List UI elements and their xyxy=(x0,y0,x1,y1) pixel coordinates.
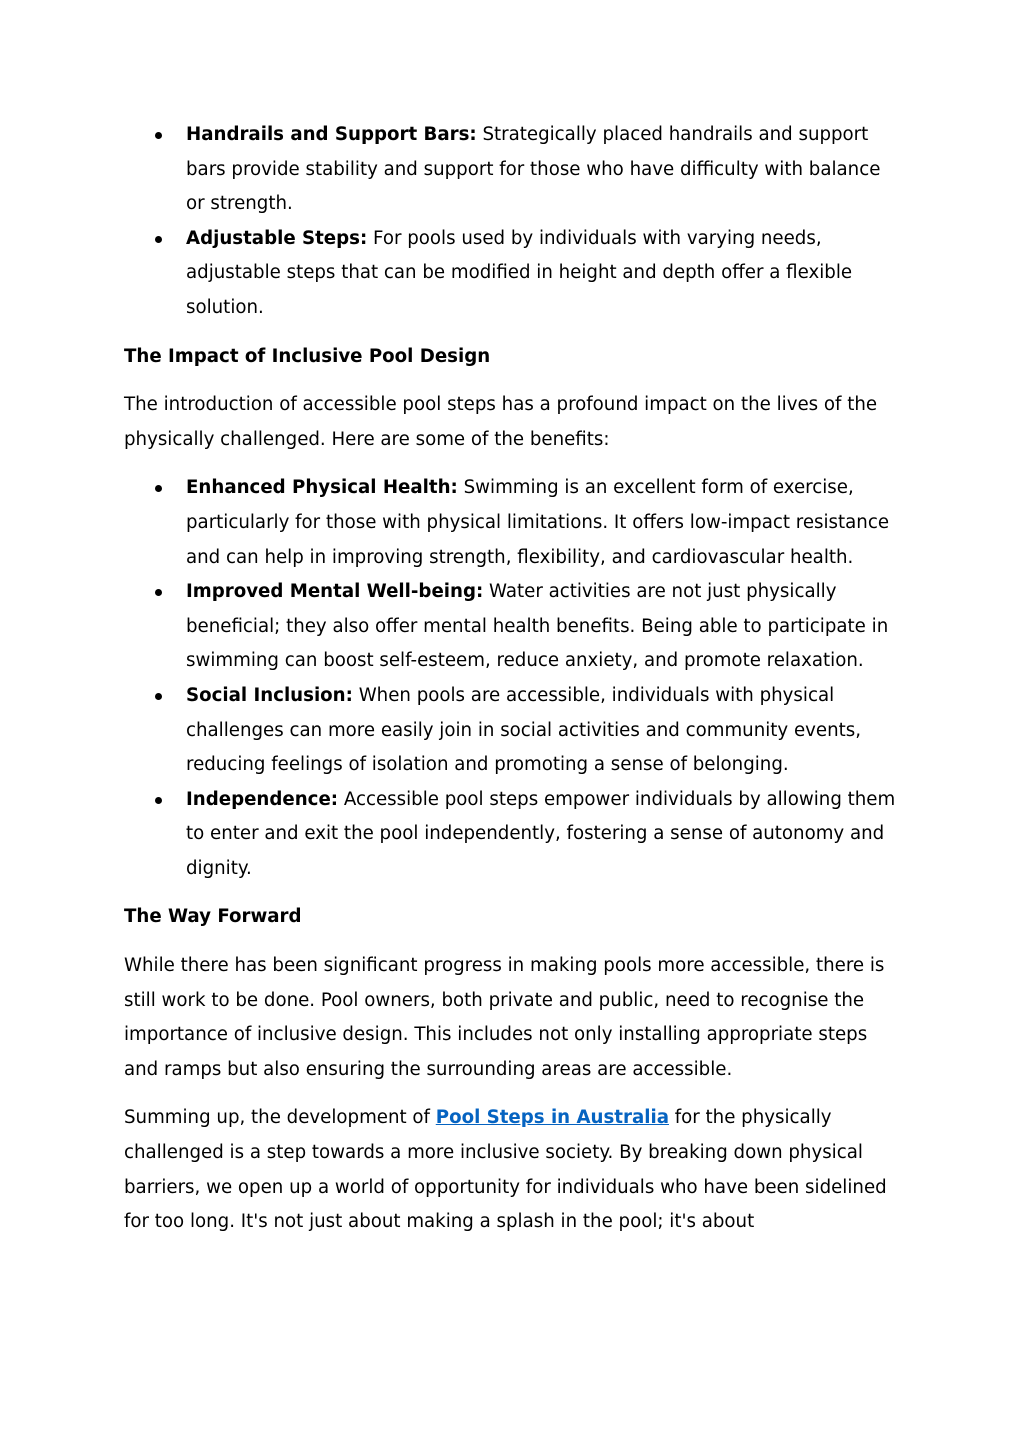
summary-text-before: Summing up, the development of xyxy=(124,1107,436,1129)
bullet-list-benefits xyxy=(124,471,904,886)
list-item-text: Water activities are not just physically beneficial; they also offer mental health benefits. Being able to participate in swimming can boost self-esteem, reduce anxiety, and promote relaxation. xyxy=(186,581,889,672)
list-item xyxy=(124,118,904,222)
bullet-icon xyxy=(155,132,162,139)
list-item-term: Adjustable Steps: xyxy=(186,227,368,249)
list-item-term: Social Inclusion: xyxy=(186,684,353,706)
list-item-text: Strategically placed handrails and support bars provide stability and support for those who have difficulty with balance or strength. xyxy=(186,124,881,215)
list-item-term: Improved Mental Well-being: xyxy=(186,581,484,603)
paragraph-forward: While there has been significant progress in making pools more accessible, there is still work to be done. Pool owners, both private and public, need to recognise the importance of inclusive design. This includes not only installing appropriate steps and ramps but also ensuring the surrounding areas are accessible. xyxy=(124,955,885,1080)
list-item xyxy=(124,222,904,326)
section-heading-impact: The Impact of Inclusive Pool Design xyxy=(124,345,491,367)
list-item-term: Independence: xyxy=(186,788,339,810)
bullet-icon xyxy=(155,589,162,596)
bullet-icon xyxy=(155,236,162,243)
list-item xyxy=(124,575,904,679)
list-item-text: For pools used by individuals with varying needs, adjustable steps that can be modified in height and depth offer a flexible solution. xyxy=(186,227,853,318)
list-item-term: Enhanced Physical Health: xyxy=(186,477,458,499)
list-item-term: Handrails and Support Bars: xyxy=(186,124,477,145)
paragraph-summary xyxy=(124,1101,904,1239)
section-heading-forward: The Way Forward xyxy=(124,906,302,928)
list-item-text: When pools are accessible, individuals with physical challenges can more easily join in social activities and community events, reducing feelings of isolation and promoting a sense of belonging. xyxy=(186,684,862,776)
list-item xyxy=(124,471,904,575)
list-item-text: Swimming is an excellent form of exercise, particularly for those with physical limitations. It offers low-impact resistance and can help in improving strength, flexibility, and cardiovascular health. xyxy=(186,477,890,568)
summary-text-after: for the physically challenged is a step towards a more inclusive society. By breaking down physical barriers, we open up a world of opportunity for individuals who have been sidelined for too long. It's not just about making a splash in the pool; it's about xyxy=(124,1107,887,1233)
pool-steps-link[interactable]: Pool Steps in Australia xyxy=(435,1107,669,1129)
list-item xyxy=(124,679,904,783)
list-item-text: Accessible pool steps empower individuals by allowing them to enter and exit the pool independently, fostering a sense of autonomy and dignity. xyxy=(186,788,896,879)
list-item xyxy=(124,783,904,887)
document-page xyxy=(124,118,904,1240)
bullet-icon xyxy=(155,797,162,804)
bullet-icon xyxy=(155,485,162,492)
bullet-list-features xyxy=(124,118,904,326)
paragraph-impact: The introduction of accessible pool steps has a profound impact on the lives of the physically challenged. Here are some of the benefits: xyxy=(124,394,878,450)
bullet-icon xyxy=(155,693,162,700)
